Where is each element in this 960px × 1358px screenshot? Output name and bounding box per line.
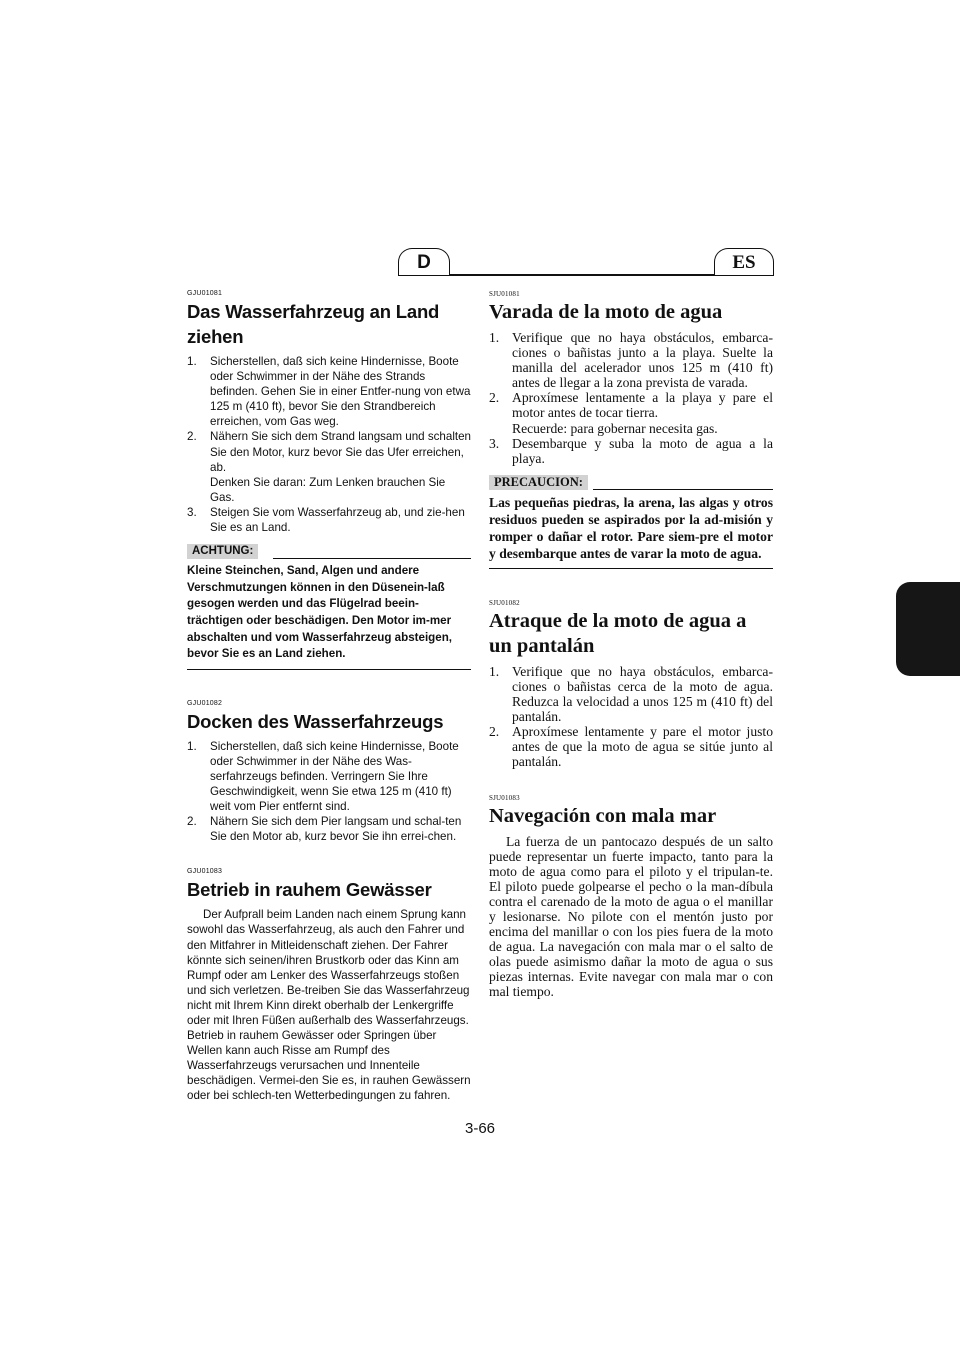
caution-text: Las pequeñas piedras, la arena, las algas y otros residuos pueden se aspirados por la ad-misión y romper o dañar el rotor. Pare siem-pre el motor y desembarque antes de varar la moto de agua. xyxy=(489,494,773,569)
language-tab-spanish: ES xyxy=(714,248,774,275)
list-item: 1. Sicherstellen, daß sich keine Hindernisse, Boote oder Schwimmer in der Nähe des Was-serfahrzeugs befinden. Verringern Sie Ihre Geschwindigkeit, wenn Sie etwa 125 m (410 ft) weit vom Pier entfernt sind. xyxy=(187,739,459,814)
list-number: 2. xyxy=(489,390,500,406)
section-docking-de xyxy=(187,700,471,845)
list-item: 1. Sicherstellen, daß sich keine Hindernisse, Boote oder Schwimmer in der Nähe des Strands befinden. Gehen Sie in einer Entfer-nung von etwa 125 m (410 ft), bevor Sie den Strandbereich erreichen, vom Gas weg. xyxy=(187,355,471,429)
section-title: Navegación con mala mar xyxy=(489,804,717,827)
list-number: 1. xyxy=(187,355,197,368)
section-code: GJU01082 xyxy=(187,699,223,707)
section-docking-es xyxy=(489,599,773,770)
list-note: Denken Sie daran: Zum Lenken brauchen Sie Gas. xyxy=(210,475,446,504)
list-item: 2. Nähern Sie sich dem Pier langsam und schal-ten Sie den Motor ab, kurz bevor Sie ihn errei-chen. xyxy=(187,815,462,844)
language-tab-german: D xyxy=(398,248,450,275)
list-item: 2. Nähern Sie sich dem Strand langsam und schalten Sie den Motor, kurz bevor Sie das Ufer erreichen, ab. Denken Sie daran: Zum Lenken brauchen Sie Gas. xyxy=(187,430,472,504)
caution-text: Kleine Steinchen, Sand, Algen und andere Verschmutzungen können in den Düsenein-laß gesogen werden und das Flügelrad beein-trächtigen oder beschädigen. Den Motor im-mer abschalten und vom Wasserfahrzeug absteigen, bevor Sie es an Land ziehen. xyxy=(187,563,471,670)
page-number: 3-66 xyxy=(464,1120,496,1137)
list-number: 1. xyxy=(489,663,500,679)
caution-rule xyxy=(593,489,773,490)
section-rough-water-de xyxy=(187,868,471,1103)
section-code: SJU01082 xyxy=(489,598,520,607)
caution-label: PRECAUCION: xyxy=(489,475,588,490)
language-header xyxy=(398,248,774,276)
section-code: GJU01081 xyxy=(187,290,223,297)
caution-box-de xyxy=(187,544,471,670)
steps-list xyxy=(187,354,471,535)
section-paragraph: Der Aufprall beim Landen nach einem Sprung kann sowohl das Wasserfahrzeug, als auch den Fahrer und den Mitfahrer in Mitleidenschaft ziehen. Der Fahrer könnte sich seinen/ihren Brustkorb oder das Kinn am Rumpf oder am Lenker des Wasserfahrzeugs stoßen und sich verletzen. Be-treiben Sie das Wasserfahrzeug nicht mit Ihrem Kinn direkt oberhalb der Lenkergriffe oder mit Ihren Füßen außerhalb des Wasserfahrzeugs. Betrieb in rauhem Gewässer oder Springen über Wellen kann auch Risse am Rumpf des Wasserfahrzeugs verursachen und Innenteile beschädigen. Vermei-den Sie es, in rauhen Gewässern oder bei schlech-ten Wetterbedingungen zu fahren. xyxy=(187,908,471,1103)
list-number: 2. xyxy=(187,430,197,444)
caution-label: ACHTUNG: xyxy=(187,544,258,559)
list-item: 2. Aproxímese lentamente a la playa y pare el motor antes de tocar tierra. Recuerde: para gobernar necesita gas. xyxy=(489,390,773,436)
section-rough-water-es xyxy=(489,794,773,1000)
list-number: 2. xyxy=(187,815,197,829)
section-title: Das Wasserfahrzeug an Land ziehen xyxy=(187,301,440,347)
section-beaching-es xyxy=(489,290,773,466)
section-title: Varada de la moto de agua xyxy=(489,301,723,323)
section-title: Docken des Wasserfahrzeugs xyxy=(187,710,444,732)
section-title: Atraque de la moto de agua a un pantalán xyxy=(489,609,747,657)
list-number: 3. xyxy=(489,435,500,451)
list-number: 2. xyxy=(489,724,500,740)
steps-list xyxy=(489,330,773,466)
steps-list xyxy=(187,739,471,845)
chapter-thumb-tab xyxy=(896,582,960,676)
section-code: SJU01081 xyxy=(489,290,520,298)
list-item: 3. Steigen Sie vom Wasserfahrzeug ab, und zie-hen Sie es an Land. xyxy=(187,505,465,535)
list-item: 2. Aproxímese lentamente y pare el motor justo antes de que la moto de agua se sitúe junto al pantalán. xyxy=(489,724,773,770)
list-item: 1. Verifique que no haya obstáculos, embarca-ciones o bañistas cerca de la moto de agua. Reduzca la velocidad a unos 125 m (410 ft) del pantalán. xyxy=(489,663,773,725)
section-code: SJU01083 xyxy=(489,793,520,802)
steps-list xyxy=(489,664,773,770)
list-number: 1. xyxy=(187,739,197,753)
section-beaching-de xyxy=(187,290,471,535)
german-column xyxy=(187,290,471,1104)
caution-rule xyxy=(273,558,471,559)
list-note: Recuerde: para gobernar necesita gas. xyxy=(512,420,718,436)
list-item: 1. Verifique que no haya obstáculos, embarca-ciones o bañistas junto a la playa. Suelte la manilla del acelerador unos 125 m (410 ft) antes de llegar a la zona prevista de varada. xyxy=(489,330,773,391)
section-paragraph: La fuerza de un pantocazo después de un salto puede representar un fuerte impacto, tanto para la moto de agua como para el piloto y el tripulan-te. El piloto puede golpearse el pecho o la man-díbula contra el carenado de la moto de agua o el manillar y lesionarse. No pilote con el mentón justo por encima del manillar o con los pies fuera de la moto de agua. La navegación con mala mar o el salto de olas puede asimismo dañar la moto de agua o sus piezas internas. Evite navegar con mala mar o con mal tiempo. xyxy=(489,833,773,1000)
spanish-column xyxy=(489,290,773,1000)
list-number: 3. xyxy=(187,505,197,519)
caution-box-es xyxy=(489,475,773,569)
section-title: Betrieb in rauhem Gewässer xyxy=(187,879,432,901)
list-number: 1. xyxy=(489,330,500,345)
list-item: 3. Desembarque y suba la moto de agua a la playa. xyxy=(489,435,773,466)
section-code: GJU01083 xyxy=(187,868,223,876)
